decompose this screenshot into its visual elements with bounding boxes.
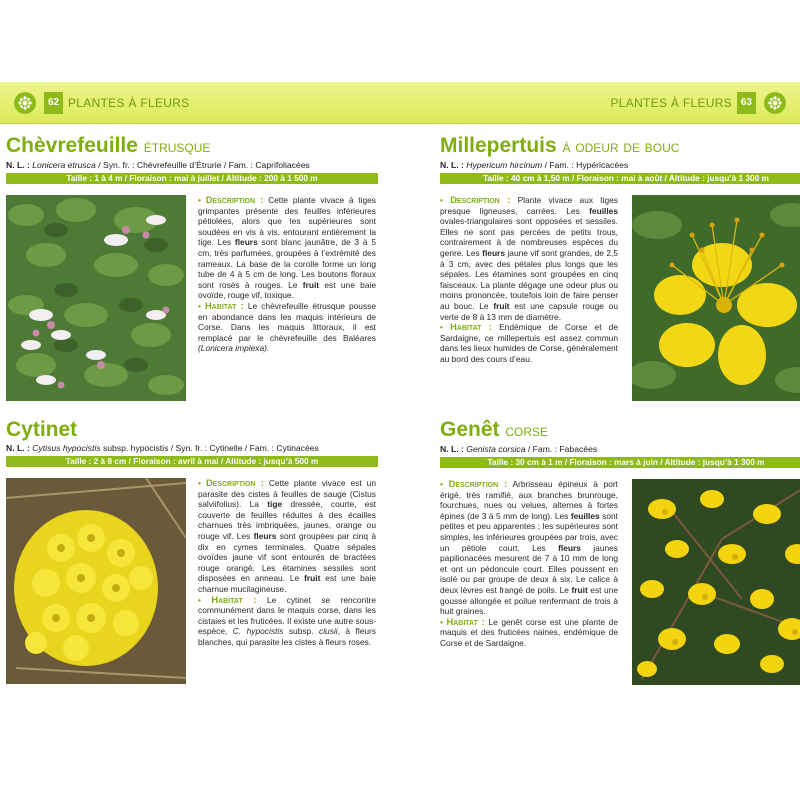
plant-entry-millepertuis xyxy=(440,134,800,401)
plant-photo xyxy=(632,479,800,685)
plant-title: Chèvrefeuille étrusque xyxy=(6,134,211,157)
plant-photo xyxy=(6,195,186,401)
plant-entry-cytinet xyxy=(6,418,378,684)
plant-title: Genêt corse xyxy=(440,418,549,441)
plant-names: N. L. : Cytisus hypocistis subsp. hypocistis / Syn. fr. : Cytinelle / Fam. : Cytinacées xyxy=(6,443,319,453)
plant-facts-bar: Taille : 1 à 4 m / Floraison : mai à juillet / Altitude : 200 à 1 500 m xyxy=(6,173,378,184)
plant-names: N. L. : Lonicera etrusca / Syn. fr. : Chèvrefeuille d’Étrurie / Fam. : Caprifoliacées xyxy=(6,160,310,170)
description-paragraph: • Description : Cette plante vivace est un parasite des cistes à feuilles de sauge (Cistus salviifolius). La tige dressée, courte, est couverte de feuilles réduites à des écailles charnues très imbriquées, jaunes, orange ou rouge vif. Les fleurs sont groupées par cinq à dix en cymes terminales. Quatre sépales ovoïdes jaune vif sont entourés de bractées rouge orangé. Les étamines sessiles sont disposées en anneau. Le fruit est une baie charnue mucilagineuse. xyxy=(198,478,377,594)
description-paragraph: • Description : Cette plante vivace à tiges grimpantes présente des feuilles inférieures pétiolées, alors que les supérieures sont soudées en vis à vis, entourant entièrement la tige. Les fleurs sont blanc jaunâtre, de 3 à 5 cm, très parfumées, groupées à l’extrémité des rameaux. La base de la corolle forme un long tube de 4 à 5 cm de long. Les boutons floraux sont rosés à rouges. Le fruit est une baie ovoïde, rouge vif, toxique. xyxy=(198,195,376,301)
plant-names: N. L. : Genista corsica / Fam. : Fabacées xyxy=(440,444,598,454)
plant-title: Millepertuis à odeur de bouc xyxy=(440,134,680,157)
left-page xyxy=(0,82,400,722)
flower-icon xyxy=(14,92,36,114)
flower-icon xyxy=(764,92,786,114)
page-number: 63 xyxy=(737,92,756,114)
habitat-paragraph: • Habitat : Le chèvrefeuille étrusque pousse en abondance dans les maquis intérieurs de Corse. Dans les maquis littoraux, il est remplacé par le chèvrefeuille des Baléares (Lonicera implexa). xyxy=(198,300,376,354)
plant-text xyxy=(198,195,376,354)
right-page xyxy=(400,82,800,722)
plant-entry-chevrefeuille xyxy=(6,134,378,401)
plant-photo xyxy=(632,195,800,401)
plant-photo xyxy=(6,478,186,684)
section-label: PLANTES À FLEURS xyxy=(610,96,732,110)
habitat-paragraph: • Habitat : Endémique de Corse et de Sardaigne, ce millepertuis est assez commun dans les lieux humides de Corse, généralement au bord des cours d’eau. xyxy=(440,322,618,364)
page-number: 62 xyxy=(44,92,63,114)
plant-names: N. L. : Hypericum hircinum / Fam. : Hypéricacées xyxy=(440,160,629,170)
plant-facts-bar: Taille : 40 cm à 1,50 m / Floraison : mai à août / Altitude : jusqu’à 1 300 m xyxy=(440,173,800,184)
plant-text xyxy=(440,479,618,649)
plant-text xyxy=(440,195,618,365)
plant-text xyxy=(198,478,376,648)
habitat-paragraph: • Habitat : Le cytinet se rencontre communément dans le maquis corse, dans les cistaies et les fruticées. Il existe une autre sous-espèce, C. hypocistis subsp. clusii, à fleurs blanches, qui parasite les cistes à fleurs roses. xyxy=(198,594,376,647)
plant-entry-genet xyxy=(440,418,800,685)
plant-facts-bar: Taille : 2 à 8 cm / Floraison : avril à mai / Altitude : jusqu’à 500 m xyxy=(6,456,378,467)
section-label: PLANTES À FLEURS xyxy=(68,96,190,110)
habitat-paragraph: • Habitat : Le genêt corse est une plante de maquis et des fruticées naines, endémique de Corse et de Sardaigne. xyxy=(440,616,618,648)
description-paragraph: • Description : Plante vivace aux tiges presque ligneuses, carrées. Les feuilles ovales-triangulaires sont opposées et sessiles. Elles ne sont pas percées de petits trous, contrairement à de nombreuses espèces du genre. Les fleurs jaune vif sont grandes, de 2,5 à 3 cm, avec des pétales plus longs que les sépales. Les étamines sont groupées en cinq faisceaux. La plante dégage une odeur plus ou moins prononcée, toutefois loin de faire penser au bouc. Le fruit est une capsule rouge ou verte de 8 à 13 mm de diamètre. xyxy=(440,195,618,322)
plant-facts-bar: Taille : 30 cm à 1 m / Floraison : mars à juin / Altitude : jusqu’à 1 300 m xyxy=(440,457,800,468)
plant-title: Cytinet xyxy=(6,418,78,441)
description-paragraph: • Description : Arbrisseau épineux à port érigé, très ramifié, aux branches brunrouge, fourchues, nues ou velues, alternes à fortes épines (de 3 à 5 mm de long). Les feuilles sont petites et peu apparentes ; les supérieures sont simples, les inférieures groupées par trois, avec un pétiole court. Les fleurs jaunes papilionacées mesurent de 7 à 10 mm de long et ont un pédoncule court. Elles poussent en isolé ou par groupe de deux à six. Le calice à deux lèvres est frangé de poils. Le fruit est une gousse allongée et poilue renfermant de trois à huit graines. xyxy=(440,479,619,617)
